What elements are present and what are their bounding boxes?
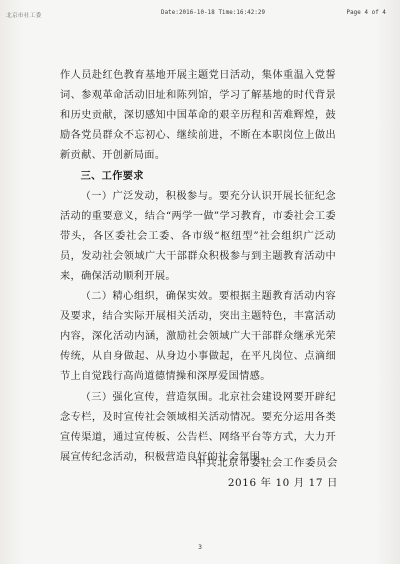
continuation-paragraph: 作人员赴红色教育基地开展主题党日活动，集体重温入党誓词、参观革命活动旧址和陈列馆，学习了解基地的时代背景和历史贡献，深切感知中国革命的艰辛历程和苦难辉煌，鼓励各党员群众不忘初心、继续前进，不断在本职岗位上做出新贡献、开创新局面。	[60, 70, 336, 162]
requirement-item-3: （三）强化宣传，营造氛围。北京社会建设网要开辟纪念专栏，及时宣传社会领域相关活动情况。要充分运用各类宣传渠道，通过宣传板、公告栏、网络平台等方式，大力开展宣传纪念活动，积极营造良好的社会氛围。	[60, 391, 336, 463]
fax-sender: 北京市社工委	[6, 13, 42, 19]
fax-header	[6, 10, 386, 22]
issuing-organization: 中共北京市委社会工作委员会	[195, 457, 338, 469]
requirement-item-2: （二）精心组织，确保实效。要根据主题教育活动内容及要求，结合实际开展相关活动，突出主题特色，丰富活动内容，深化活动内涵，激励社会领域广大干部群众继承光荣传统，从自身做起、从身边小事做起，在平凡岗位、点滴细节上自觉践行高尚道德情操和深厚爱国情感。	[60, 291, 336, 383]
page-number: 3	[198, 544, 202, 551]
document-body	[60, 66, 336, 468]
requirement-item-1: （一）广泛发动，积极参与。要充分认识开展长征纪念活动的重要意义，结合“两学一做”学习教育，市委社会工委带头，各区委社会工委、各市级“枢纽型”社会组织广泛动员，发动社会领域广大干部群众积极参与到主题教育活动中来，确保活动顺利开展。	[60, 190, 336, 282]
issue-date: 2016 年 10 月 17 日	[227, 477, 338, 489]
signature-block	[195, 453, 338, 493]
fax-page-indicator: Page 4 of 4	[346, 10, 386, 16]
fax-datetime: Date:2016-10-18 Time:16:42:29	[161, 10, 266, 16]
section-heading: 三、工作要求	[80, 170, 144, 183]
